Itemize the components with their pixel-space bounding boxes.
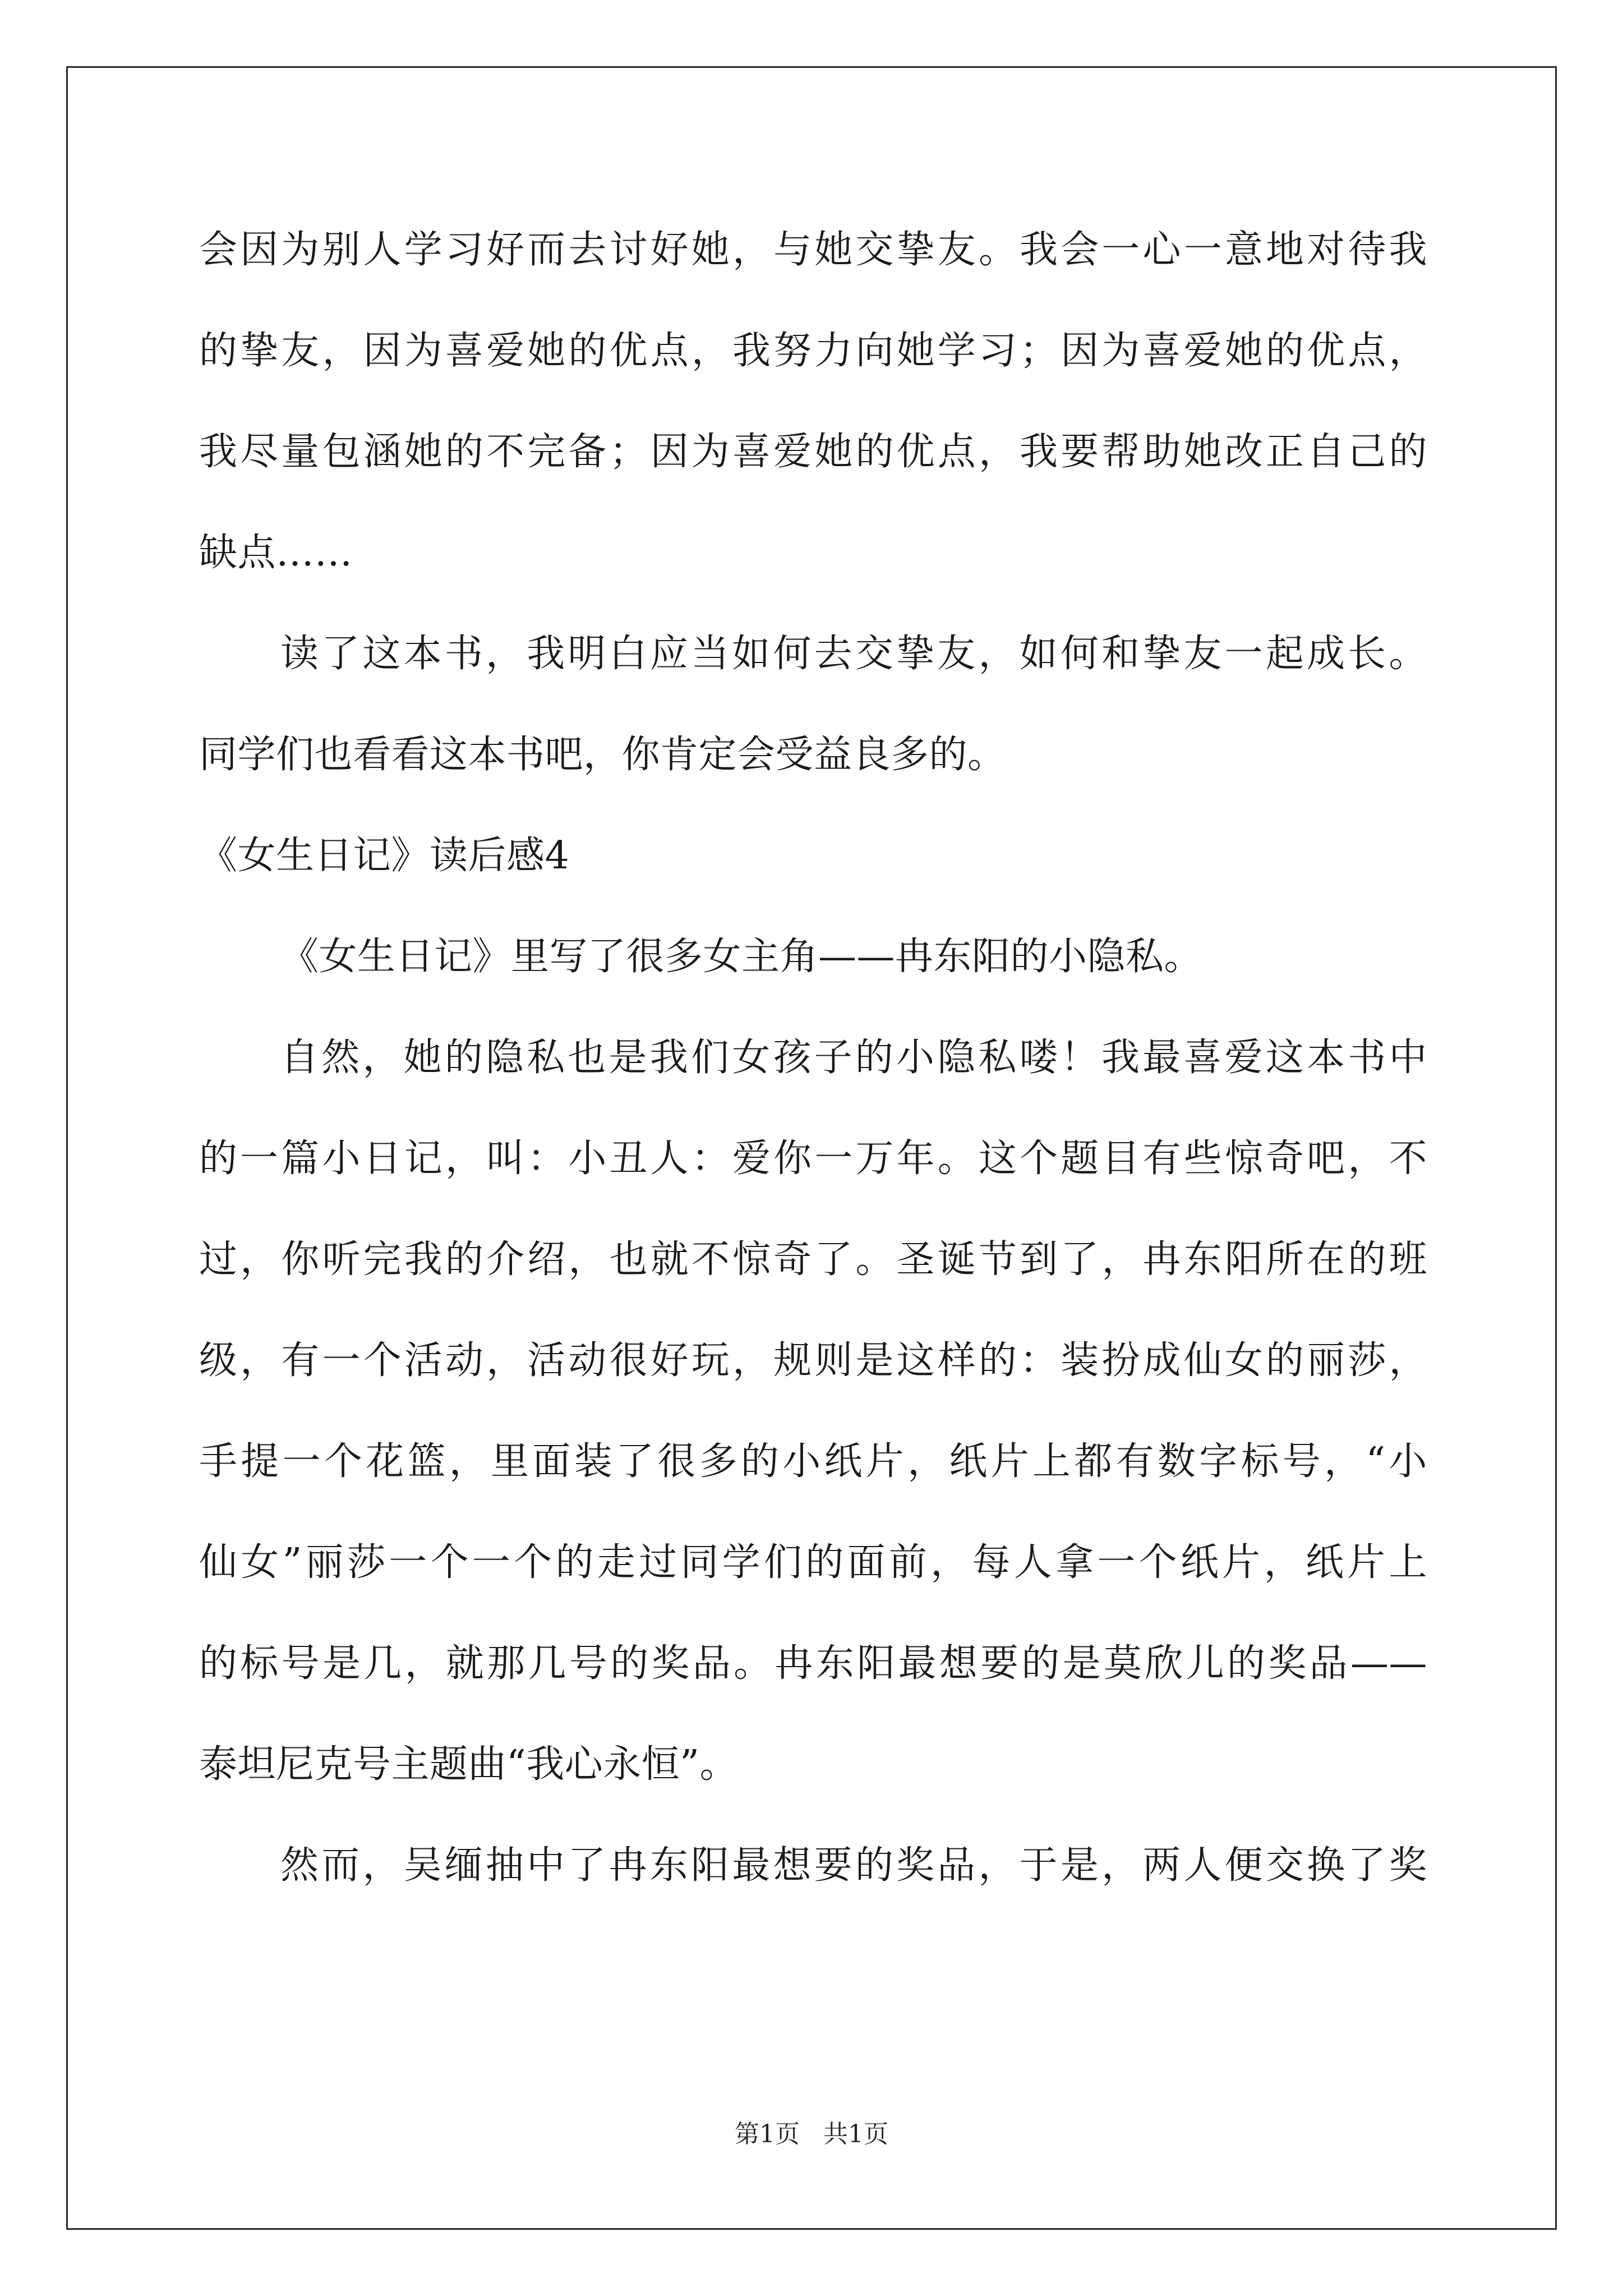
text-line: 级，有一个活动，活动很好玩，规则是这样的：装扮成仙女的丽莎， (199, 1338, 1427, 1383)
text-line: 同学们也看看这本书吧，你肯定会受益良多的。 (199, 733, 1006, 777)
section-heading: 《女生日记》读后感4 (199, 834, 570, 878)
paragraph-start: 《女生日记》里写了很多女主角——冉东阳的小隐私。 (280, 935, 1203, 979)
page-footer (0, 2118, 1623, 2151)
page-total: 共1页 (823, 2120, 888, 2148)
text-line: 的标号是几，就那几号的奖品。冉东阳最想要的是莫欣儿的奖品—— (199, 1641, 1427, 1686)
paragraph-start: 读了这本书，我明白应当如何去交挚友，如何和挚友一起成长。 (280, 632, 1427, 676)
paragraph-start: 然而，吴缅抽中了冉东阳最想要的奖品，于是，两人便交换了奖 (280, 1843, 1427, 1888)
text-line: 会因为别人学习好而去讨好她，与她交挚友。我会一心一意地对待我 (199, 228, 1427, 272)
paragraph-start: 自然，她的隐私也是我们女孩子的小隐私喽！我最喜爱这本书中 (280, 1036, 1427, 1080)
text-line: 的挚友，因为喜爱她的优点，我努力向她学习；因为喜爱她的优点， (199, 329, 1427, 373)
page-number: 第1页 (735, 2120, 800, 2148)
text-line: 我尽量包涵她的不完备；因为喜爱她的优点，我要帮助她改正自己的 (199, 430, 1427, 474)
text-line: 仙女”丽莎一个一个的走过同学们的面前，每人拿一个纸片，纸片上 (199, 1540, 1427, 1585)
text-line: 泰坦尼克号主题曲“我心永恒”。 (199, 1742, 739, 1787)
text-line: 手提一个花篮，里面装了很多的小纸片，纸片上都有数字标号，“小 (199, 1439, 1427, 1484)
text-line: 过，你听完我的介绍，也就不惊奇了。圣诞节到了，冉东阳所在的班 (199, 1237, 1427, 1282)
text-line: 缺点…… (199, 531, 353, 575)
text-line: 的一篇小日记，叫：小丑人：爱你一万年。这个题目有些惊奇吧，不 (199, 1137, 1427, 1181)
